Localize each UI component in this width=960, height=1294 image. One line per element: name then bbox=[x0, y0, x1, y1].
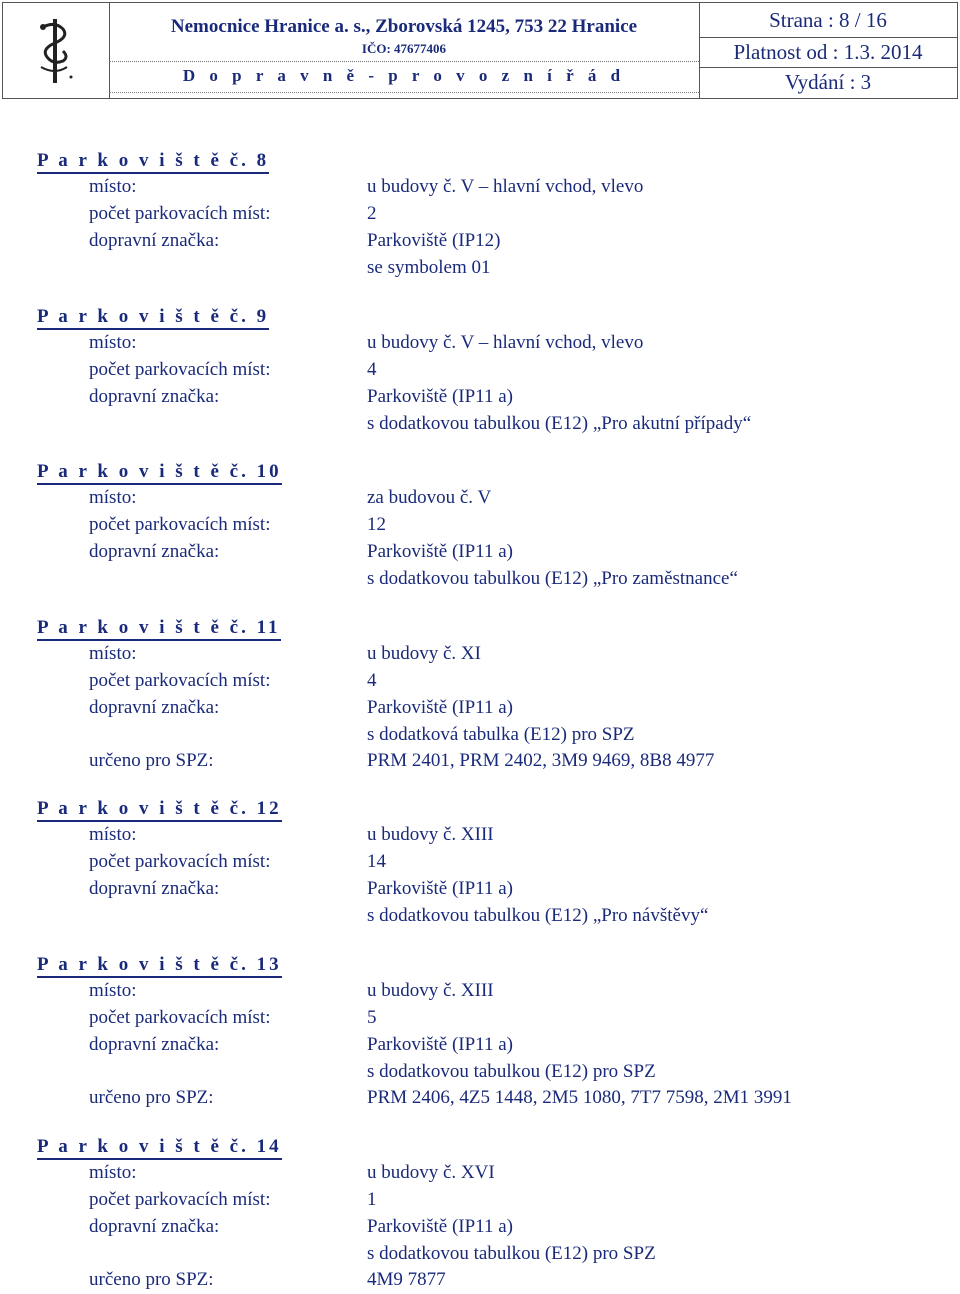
detail-row bbox=[0, 1059, 960, 1085]
row-label: místo: bbox=[89, 176, 137, 197]
row-value: s dodatkovou tabulkou (E12) „Pro zaměstnance“ bbox=[367, 568, 738, 589]
row-label: počet parkovacích míst: bbox=[89, 1007, 271, 1028]
detail-row bbox=[0, 174, 960, 200]
caduceus-icon bbox=[3, 3, 109, 98]
logo-cell bbox=[3, 3, 110, 98]
detail-row bbox=[0, 512, 960, 538]
detail-row bbox=[0, 849, 960, 875]
row-value: 4 bbox=[367, 670, 377, 691]
row-label: dopravní značka: bbox=[89, 1216, 220, 1237]
detail-row bbox=[0, 330, 960, 356]
row-label: dopravní značka: bbox=[89, 1034, 220, 1055]
detail-row bbox=[0, 822, 960, 848]
section-title: P a r k o v i š t ě č. 11 bbox=[37, 617, 281, 641]
row-value: u budovy č. XIII bbox=[367, 980, 494, 1001]
row-label: místo: bbox=[89, 1162, 137, 1183]
section-title: P a r k o v i š t ě č. 9 bbox=[37, 306, 269, 330]
detail-row bbox=[0, 1160, 960, 1186]
row-value: Parkoviště (IP11 a) bbox=[367, 1216, 513, 1237]
detail-row bbox=[0, 1241, 960, 1267]
row-label: dopravní značka: bbox=[89, 697, 220, 718]
row-value: u budovy č. V – hlavní vchod, vlevo bbox=[367, 332, 644, 353]
row-label: dopravní značka: bbox=[89, 878, 220, 899]
detail-row bbox=[0, 695, 960, 721]
row-value: u budovy č. XVI bbox=[367, 1162, 495, 1183]
organization-ico: IČO: 47677406 bbox=[361, 41, 447, 56]
detail-row bbox=[0, 485, 960, 511]
organization-name: Nemocnice Hranice a. s., Zborovská 1245, 753 22 Hranice bbox=[170, 16, 638, 37]
row-value: s dodatkovou tabulkou (E12) „Pro akutní případy“ bbox=[367, 413, 752, 434]
detail-row bbox=[0, 978, 960, 1004]
row-label: určeno pro SPZ: bbox=[89, 750, 214, 771]
header-divider bbox=[109, 92, 699, 93]
row-value: u budovy č. XIII bbox=[367, 824, 494, 845]
row-label: určeno pro SPZ: bbox=[89, 1087, 214, 1108]
row-value: 1 bbox=[367, 1189, 377, 1210]
row-value: za budovou č. V bbox=[367, 487, 492, 508]
validity-date: Platnost od : 1.3. 2014 bbox=[733, 40, 923, 64]
row-label: počet parkovacích míst: bbox=[89, 1189, 271, 1210]
detail-row bbox=[0, 228, 960, 254]
row-value: Parkoviště (IP11 a) bbox=[367, 541, 513, 562]
detail-row bbox=[0, 876, 960, 902]
document-title: D o p r a v n ě - p r o v o z n í ř á d bbox=[182, 66, 626, 85]
detail-row bbox=[0, 1267, 960, 1293]
detail-row bbox=[0, 1005, 960, 1031]
row-label: počet parkovacích míst: bbox=[89, 203, 271, 224]
row-value: PRM 2401, PRM 2402, 3M9 9469, 8B8 4977 bbox=[367, 750, 715, 771]
detail-row bbox=[0, 641, 960, 667]
detail-row bbox=[0, 722, 960, 748]
row-value: s dodatkovou tabulkou (E12) pro SPZ bbox=[367, 1243, 656, 1264]
row-value: s dodatková tabulka (E12) pro SPZ bbox=[367, 724, 635, 745]
header-divider bbox=[699, 37, 957, 38]
row-value: 14 bbox=[367, 851, 386, 872]
row-value: 4M9 7877 bbox=[367, 1269, 446, 1290]
header-divider bbox=[699, 67, 957, 68]
row-value: s dodatkovou tabulkou (E12) „Pro návštěvy“ bbox=[367, 905, 709, 926]
detail-row bbox=[0, 1187, 960, 1213]
detail-row bbox=[0, 1214, 960, 1240]
row-label: dopravní značka: bbox=[89, 230, 220, 251]
row-label: počet parkovacích míst: bbox=[89, 851, 271, 872]
page-number: Strana : 8 / 16 bbox=[769, 8, 887, 32]
detail-row bbox=[0, 411, 960, 437]
row-label: počet parkovacích míst: bbox=[89, 359, 271, 380]
row-value: 12 bbox=[367, 514, 386, 535]
detail-row bbox=[0, 384, 960, 410]
row-value: se symbolem 01 bbox=[367, 257, 491, 278]
row-value: u budovy č. XI bbox=[367, 643, 481, 664]
detail-row bbox=[0, 357, 960, 383]
row-value: u budovy č. V – hlavní vchod, vlevo bbox=[367, 176, 644, 197]
section-title: P a r k o v i š t ě č. 10 bbox=[37, 461, 282, 485]
detail-row bbox=[0, 539, 960, 565]
section-title: P a r k o v i š t ě č. 13 bbox=[37, 954, 282, 978]
row-value: Parkoviště (IP11 a) bbox=[367, 1034, 513, 1055]
row-value: Parkoviště (IP11 a) bbox=[367, 386, 513, 407]
row-label: určeno pro SPZ: bbox=[89, 1269, 214, 1290]
row-value: 4 bbox=[367, 359, 377, 380]
detail-row bbox=[0, 668, 960, 694]
detail-row bbox=[0, 1085, 960, 1111]
edition-number: Vydání : 3 bbox=[784, 70, 872, 94]
header-divider bbox=[109, 61, 699, 62]
section-title: P a r k o v i š t ě č. 14 bbox=[37, 1136, 282, 1160]
row-value: PRM 2406, 4Z5 1448, 2M5 1080, 7T7 7598, 2M1 3991 bbox=[367, 1087, 792, 1108]
row-label: místo: bbox=[89, 487, 137, 508]
detail-row bbox=[0, 748, 960, 774]
detail-row bbox=[0, 201, 960, 227]
row-label: dopravní značka: bbox=[89, 541, 220, 562]
section-title: P a r k o v i š t ě č. 8 bbox=[37, 150, 269, 174]
row-label: dopravní značka: bbox=[89, 386, 220, 407]
row-label: místo: bbox=[89, 332, 137, 353]
row-value: s dodatkovou tabulkou (E12) pro SPZ bbox=[367, 1061, 656, 1082]
row-label: místo: bbox=[89, 824, 137, 845]
detail-row bbox=[0, 566, 960, 592]
row-value: 2 bbox=[367, 203, 377, 224]
row-value: Parkoviště (IP12) bbox=[367, 230, 501, 251]
detail-row bbox=[0, 1032, 960, 1058]
row-label: místo: bbox=[89, 643, 137, 664]
row-value: Parkoviště (IP11 a) bbox=[367, 878, 513, 899]
row-value: Parkoviště (IP11 a) bbox=[367, 697, 513, 718]
detail-row bbox=[0, 255, 960, 281]
detail-row bbox=[0, 903, 960, 929]
row-value: 5 bbox=[367, 1007, 377, 1028]
row-label: počet parkovacích míst: bbox=[89, 670, 271, 691]
row-label: místo: bbox=[89, 980, 137, 1001]
row-label: počet parkovacích míst: bbox=[89, 514, 271, 535]
header-meta-cell bbox=[699, 3, 957, 98]
section-title: P a r k o v i š t ě č. 12 bbox=[37, 798, 282, 822]
header-title-cell bbox=[109, 3, 700, 98]
document-header bbox=[2, 2, 958, 99]
